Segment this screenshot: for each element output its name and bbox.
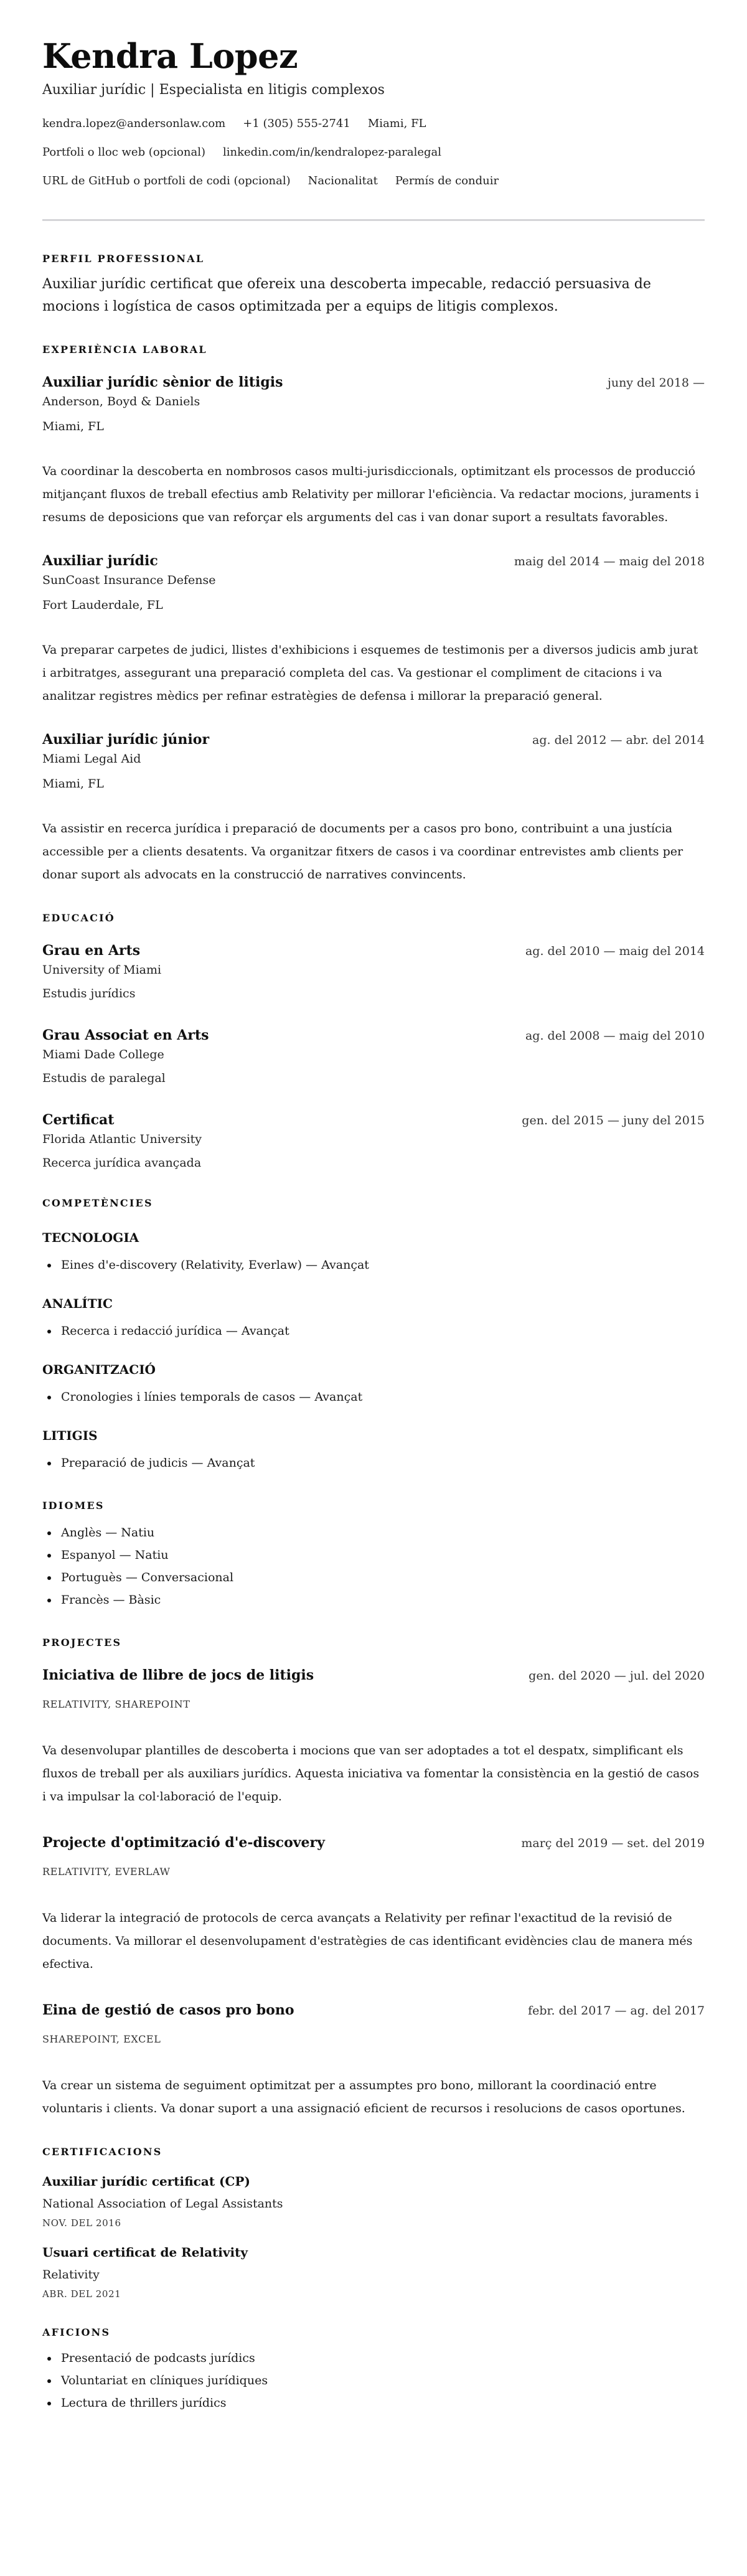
- company: SunCoast Insurance Defense: [42, 573, 216, 587]
- certification-entry: [42, 2173, 705, 2230]
- project-dates: gen. del 2020 — jul. del 2020: [529, 1669, 705, 1683]
- job-title: Auxiliar jurídic: [42, 553, 158, 569]
- job-dates: ag. del 2012 — abr. del 2014: [532, 733, 705, 747]
- job-location: Miami, FL: [42, 420, 104, 433]
- hobby-item: Voluntariat en clíniques jurídiques: [42, 2369, 705, 2392]
- email-link[interactable]: kendra.lopez@andersonlaw.com: [42, 117, 226, 130]
- section-title: IDIOMES: [42, 1500, 105, 1511]
- summary-section: [42, 252, 705, 318]
- section-title: EXPERIÈNCIA LABORAL: [42, 344, 207, 355]
- language-list: [42, 1521, 705, 1611]
- skill-group: [42, 1229, 705, 1276]
- field-of-study: Estudis de paralegal: [42, 1071, 166, 1085]
- contact-row: [42, 173, 705, 189]
- skill-item: Preparació de judicis — Avançat: [42, 1452, 705, 1474]
- experience-entry: [42, 552, 705, 708]
- project-entry: [42, 2001, 705, 2120]
- contact-row: [42, 144, 705, 161]
- skill-list: [42, 1254, 705, 1276]
- candidate-name: Kendra Lopez: [42, 36, 298, 76]
- certification-name: Auxiliar jurídic certificat (CP): [42, 2174, 250, 2189]
- job-title: Auxiliar jurídic sènior de litigis: [42, 374, 283, 390]
- degree: Grau Associat en Arts: [42, 1027, 209, 1043]
- section-title: CERTIFICACIONS: [42, 2146, 162, 2158]
- job-description: Va preparar carpetes de judici, llistes d'exhibicions i esquemes de testimonis per a diversos judicis amb jurat i arbitratges, assegurant una preparació completa del cas. Va gestionar el compliment de citacions i va analitzar registres mèdics per refinar estratègies de defensa i millorar la preparació general.: [42, 643, 698, 703]
- summary-text: Auxiliar jurídic certificat que ofereix una descoberta impecable, redacció persuasiva de mocions i logística de casos optimitzada per a equips de litigis complexos.: [42, 276, 651, 314]
- degree: Grau en Arts: [42, 942, 141, 959]
- education-entry: [42, 1026, 705, 1087]
- resume-header: [42, 36, 705, 189]
- project-dates: febr. del 2017 — ag. del 2017: [528, 2004, 705, 2018]
- skill-item: Cronologies i línies temporals de casos — Avançat: [42, 1386, 705, 1408]
- skill-category: ORGANITZACIÓ: [42, 1362, 156, 1377]
- job-location: Miami, FL: [42, 777, 104, 791]
- skill-list: [42, 1386, 705, 1408]
- company: Miami Legal Aid: [42, 752, 141, 766]
- project-tech: SHAREPOINT, EXCEL: [42, 2033, 161, 2045]
- skill-group: [42, 1361, 705, 1408]
- education-entry: [42, 1111, 705, 1172]
- project-entry: [42, 1666, 705, 1808]
- experience-entry: [42, 373, 705, 529]
- project-dates: març del 2019 — set. del 2019: [521, 1836, 705, 1850]
- location: Miami, FL: [367, 117, 426, 130]
- field-of-study: Estudis jurídics: [42, 987, 136, 1000]
- skill-group: [42, 1427, 705, 1474]
- education-dates: ag. del 2008 — maig del 2010: [525, 1029, 705, 1043]
- phone: +1 (305) 555-2741: [243, 117, 350, 130]
- education-dates: ag. del 2010 — maig del 2014: [525, 944, 705, 958]
- skill-list: [42, 1452, 705, 1474]
- school: University of Miami: [42, 963, 162, 977]
- section-title: COMPETÈNCIES: [42, 1197, 153, 1209]
- portfolio-link[interactable]: Portfoli o lloc web (opcional): [42, 146, 205, 159]
- certification-issuer: Relativity: [42, 2268, 100, 2282]
- hobbies-section: [42, 2326, 705, 2414]
- project-tech: RELATIVITY, EVERLAW: [42, 1866, 171, 1878]
- project-description: Va crear un sistema de seguiment optimitzat per a assumptes pro bono, millorant la coordinació entre voluntaris i clients. Va donar suport a una assignació eficient de recursos i resolucions de casos oportunes.: [42, 2079, 685, 2115]
- certification-entry: [42, 2244, 705, 2301]
- skill-category: TECNOLOGIA: [42, 1230, 139, 1245]
- field-of-study: Recerca jurídica avançada: [42, 1156, 202, 1170]
- section-title: PROJECTES: [42, 1637, 122, 1648]
- job-location: Fort Lauderdale, FL: [42, 598, 163, 612]
- projects-section: [42, 1636, 705, 2120]
- language-item: Espanyol — Natiu: [42, 1544, 705, 1566]
- skill-category: LITIGIS: [42, 1428, 98, 1443]
- github-link[interactable]: URL de GitHub o portfoli de codi (opcional): [42, 174, 291, 187]
- degree: Certificat: [42, 1112, 115, 1128]
- education-entry: [42, 941, 705, 1002]
- project-description: Va liderar la integració de protocols de cerca avançats a Relativity per refinar l'exactitud de la revisió de documents. Va millorar el desenvolupament d'estratègies de cas identificant evidències clau de manera més efectiva.: [42, 1911, 693, 1971]
- language-item: Francès — Bàsic: [42, 1589, 705, 1611]
- skills-section: [42, 1196, 705, 1474]
- linkedin-link[interactable]: linkedin.com/in/kendralopez-paralegal: [222, 146, 442, 159]
- education-dates: gen. del 2015 — juny del 2015: [522, 1114, 705, 1127]
- school: Florida Atlantic University: [42, 1132, 202, 1146]
- job-dates: juny del 2018 —: [607, 376, 705, 390]
- header-divider: [42, 219, 705, 221]
- section-title: AFICIONS: [42, 2326, 111, 2338]
- headline: Auxiliar jurídic | Especialista en litigis complexos: [42, 82, 385, 98]
- languages-section: [42, 1499, 705, 1611]
- school: Miami Dade College: [42, 1048, 164, 1061]
- skill-category: ANALÍTIC: [42, 1296, 113, 1311]
- hobby-item: Lectura de thrillers jurídics: [42, 2392, 705, 2414]
- nationality: Nacionalitat: [308, 174, 378, 187]
- project-description: Va desenvolupar plantilles de descoberta i mocions que van ser adoptades a tot el despatx, simplificant els fluxos de treball per als auxiliars jurídics. Aquesta iniciativa va fomentar la consistència en la gestió de casos i va impulsar la col·laboració de l'equip.: [42, 1744, 700, 1803]
- certification-issuer: National Association of Legal Assistants: [42, 2197, 283, 2211]
- project-name: Eina de gestió de casos pro bono: [42, 2002, 294, 2018]
- job-title: Auxiliar jurídic júnior: [42, 731, 210, 748]
- experience-entry: [42, 730, 705, 886]
- project-entry: [42, 1833, 705, 1976]
- company: Anderson, Boyd & Daniels: [42, 395, 200, 408]
- language-item: Portuguès — Conversacional: [42, 1566, 705, 1589]
- contact-row: [42, 116, 705, 132]
- certification-date: ABR. DEL 2021: [42, 2288, 121, 2300]
- certification-date: NOV. DEL 2016: [42, 2217, 121, 2229]
- section-title: EDUCACIÓ: [42, 912, 115, 924]
- skill-item: Recerca i redacció jurídica — Avançat: [42, 1320, 705, 1342]
- driving-license: Permís de conduir: [395, 174, 499, 187]
- job-dates: maig del 2014 — maig del 2018: [514, 555, 705, 568]
- skill-list: [42, 1320, 705, 1342]
- job-description: Va assistir en recerca jurídica i preparació de documents per a casos pro bono, contribuint a una justícia accessible per a clients desatents. Va organitzar fitxers de casos i va coordinar entrevistes amb clients per donar suport als advocats en la construcció de narratives convincents.: [42, 822, 684, 881]
- section-title: PERFIL PROFESSIONAL: [42, 253, 205, 265]
- skill-item: Eines d'e-discovery (Relativity, Everlaw) — Avançat: [42, 1254, 705, 1276]
- project-name: Projecte d'optimització d'e-discovery: [42, 1835, 325, 1851]
- certifications-section: [42, 2145, 705, 2301]
- language-item: Anglès — Natiu: [42, 1521, 705, 1544]
- education-section: [42, 911, 705, 1172]
- hobby-list: [42, 2347, 705, 2414]
- project-name: Iniciativa de llibre de jocs de litigis: [42, 1667, 314, 1683]
- skill-group: [42, 1295, 705, 1342]
- certification-name: Usuari certificat de Relativity: [42, 2245, 248, 2260]
- experience-section: [42, 343, 705, 886]
- hobby-item: Presentació de podcasts jurídics: [42, 2347, 705, 2369]
- project-tech: RELATIVITY, SHAREPOINT: [42, 1698, 190, 1710]
- job-description: Va coordinar la descoberta en nombrosos casos multi-jurisdiccionals, optimitzant els processos de producció mitjançant fluxos de treball efectius amb Relativity per millorar l'eficiència. Va redactar mocions, juraments i resums de deposicions que van reforçar els arguments del cas i van donar suport a resultats favorables.: [42, 464, 699, 524]
